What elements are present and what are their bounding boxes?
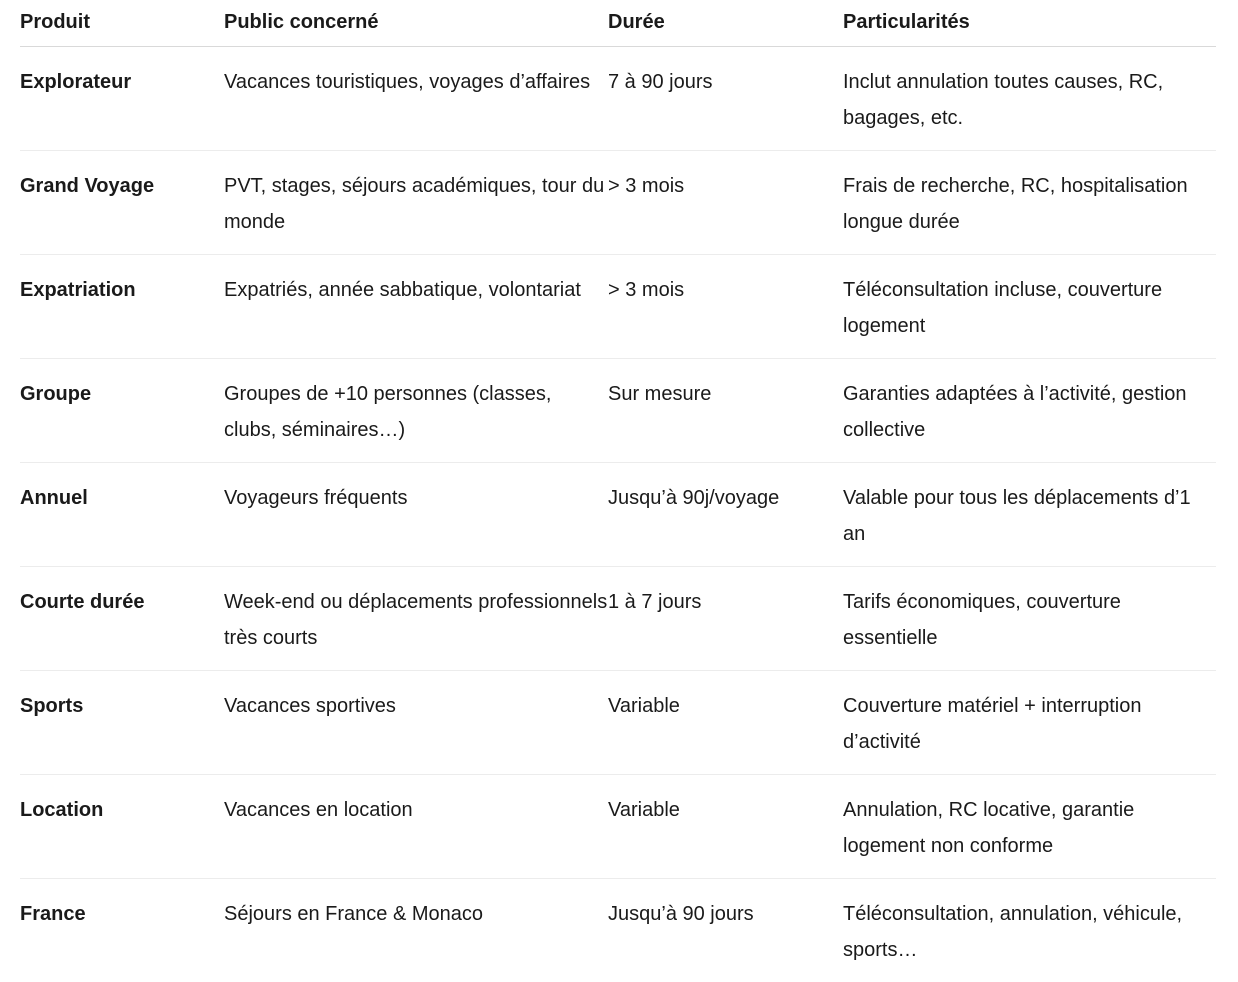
cell-features: Couverture matériel + interruption d’activité	[843, 671, 1216, 775]
product-table-container	[20, 0, 1216, 982]
product-table	[20, 0, 1216, 982]
table-row	[20, 567, 1216, 671]
cell-duration: Variable	[608, 671, 843, 775]
table-row	[20, 47, 1216, 151]
cell-audience: Vacances touristiques, voyages d’affaires	[224, 47, 608, 151]
cell-duration: Jusqu’à 90 jours	[608, 879, 843, 982]
cell-duration: 7 à 90 jours	[608, 47, 843, 151]
cell-audience: Voyageurs fréquents	[224, 463, 608, 567]
cell-product: Groupe	[20, 359, 224, 463]
table-row	[20, 463, 1216, 567]
cell-duration: 1 à 7 jours	[608, 567, 843, 671]
cell-features: Annulation, RC locative, garantie logement non conforme	[843, 775, 1216, 879]
cell-product: Annuel	[20, 463, 224, 567]
cell-duration: > 3 mois	[608, 255, 843, 359]
cell-audience: Vacances sportives	[224, 671, 608, 775]
cell-audience: Week-end ou déplacements professionnels très courts	[224, 567, 608, 671]
cell-product: France	[20, 879, 224, 982]
cell-audience: Vacances en location	[224, 775, 608, 879]
header-features: Particularités	[843, 0, 1216, 47]
table-row	[20, 775, 1216, 879]
table-row	[20, 671, 1216, 775]
table-row	[20, 151, 1216, 255]
header-audience: Public concerné	[224, 0, 608, 47]
table-row	[20, 879, 1216, 982]
cell-features: Téléconsultation incluse, couverture logement	[843, 255, 1216, 359]
cell-audience: Expatriés, année sabbatique, volontariat	[224, 255, 608, 359]
cell-product: Grand Voyage	[20, 151, 224, 255]
cell-product: Sports	[20, 671, 224, 775]
table-row	[20, 359, 1216, 463]
header-duration: Durée	[608, 0, 843, 47]
cell-product: Explorateur	[20, 47, 224, 151]
cell-audience: PVT, stages, séjours académiques, tour du monde	[224, 151, 608, 255]
cell-features: Frais de recherche, RC, hospitalisation longue durée	[843, 151, 1216, 255]
cell-audience: Séjours en France & Monaco	[224, 879, 608, 982]
cell-features: Tarifs économiques, couverture essentielle	[843, 567, 1216, 671]
cell-features: Valable pour tous les déplacements d’1 an	[843, 463, 1216, 567]
header-product: Produit	[20, 0, 224, 47]
cell-features: Garanties adaptées à l’activité, gestion collective	[843, 359, 1216, 463]
cell-duration: Jusqu’à 90j/voyage	[608, 463, 843, 567]
cell-features: Inclut annulation toutes causes, RC, bagages, etc.	[843, 47, 1216, 151]
cell-product: Courte durée	[20, 567, 224, 671]
table-body	[20, 47, 1216, 982]
cell-duration: > 3 mois	[608, 151, 843, 255]
cell-product: Expatriation	[20, 255, 224, 359]
table-header	[20, 0, 1216, 47]
cell-duration: Sur mesure	[608, 359, 843, 463]
table-header-row	[20, 0, 1216, 47]
cell-product: Location	[20, 775, 224, 879]
cell-features: Téléconsultation, annulation, véhicule, sports…	[843, 879, 1216, 982]
cell-duration: Variable	[608, 775, 843, 879]
table-row	[20, 255, 1216, 359]
cell-audience: Groupes de +10 personnes (classes, clubs, séminaires…)	[224, 359, 608, 463]
